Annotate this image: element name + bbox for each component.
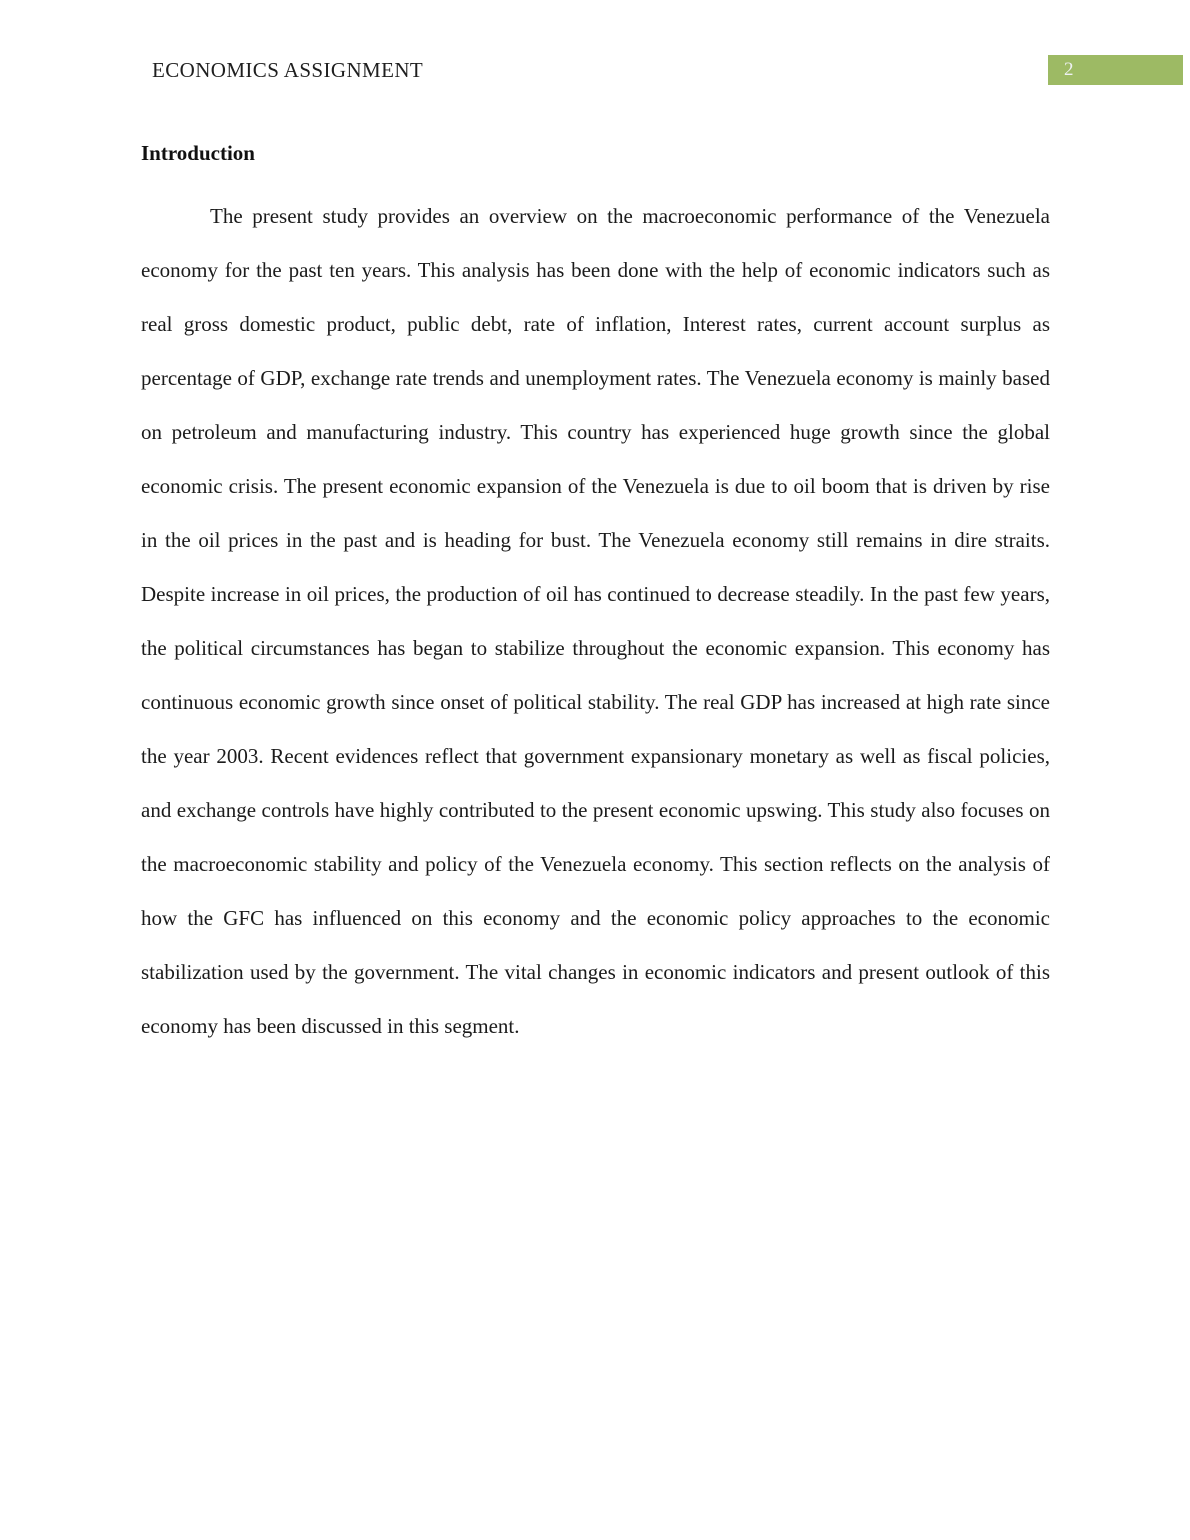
- header-title: ECONOMICS ASSIGNMENT: [152, 58, 424, 82]
- document-header: [0, 0, 1190, 110]
- page-number: 2: [1064, 59, 1074, 80]
- intro-paragraph: The present study provides an overview on the macroeconomic performance of the Venezuela economy for the past ten years. This analysis has been done with the help of economic indicators such as real gross domestic product, public debt, rate of inflation, Interest rates, current account surplus as percentage of GDP, exchange rate trends and unemployment rates. The Venezuela economy is mainly based on petroleum and manufacturing industry. This country has experienced huge growth since the global economic crisis. The present economic expansion of the Venezuela is due to oil boom that is driven by rise in the oil prices in the past and is heading for bust. The Venezuela economy still remains in dire straits. Despite increase in oil prices, the production of oil has continued to decrease steadily. In the past few years, the political circumstances has began to stabilize throughout the economic expansion. This economy has continuous economic growth since onset of political stability. The real GDP has increased at high rate since the year 2003. Recent evidences reflect that government expansionary monetary as well as fiscal policies, and exchange controls have highly contributed to the present economic upswing. This study also focuses on the macroeconomic stability and policy of the Venezuela economy. This section reflects on the analysis of how the GFC has influenced on this economy and the economic policy approaches to the economic stabilization used by the government. The vital changes in economic indicators and present outlook of this economy has been discussed in this segment.: [141, 204, 1050, 1038]
- page-number-badge: [1048, 55, 1183, 85]
- document-body: [141, 139, 1050, 1053]
- section-heading: Introduction: [141, 141, 255, 165]
